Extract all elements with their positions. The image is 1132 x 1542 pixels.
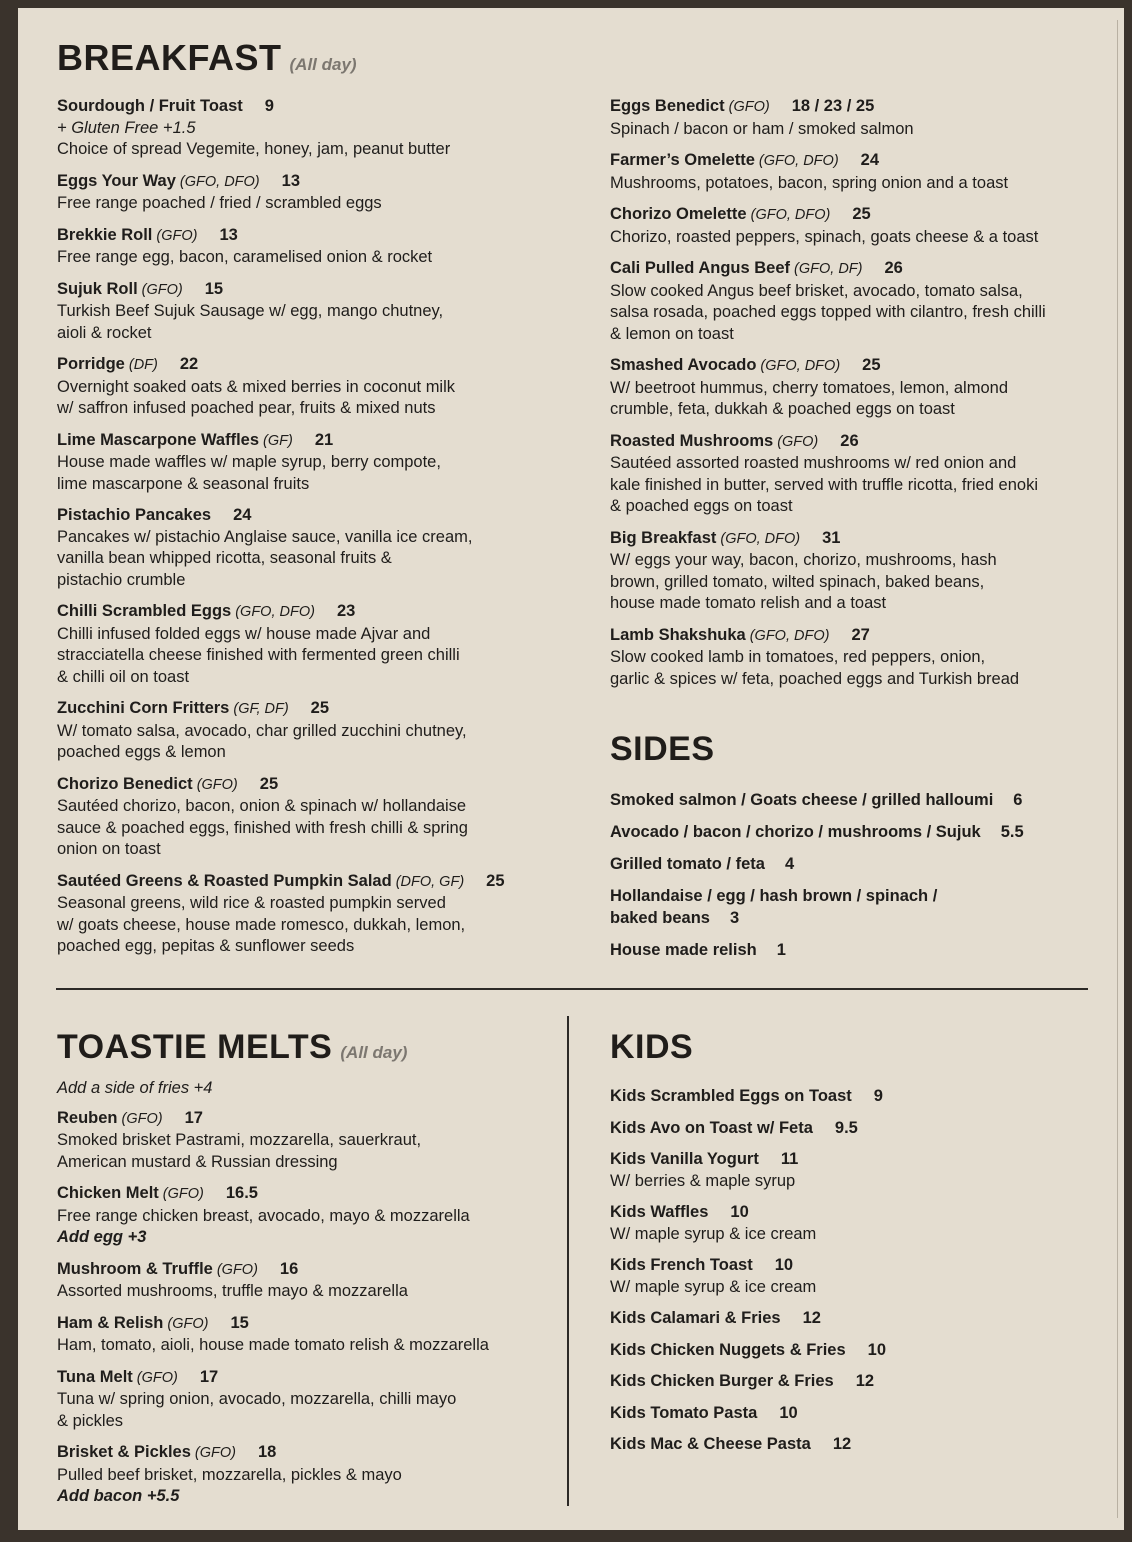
menu-item-name: Ham & Relish: [57, 1313, 164, 1332]
menu-item-description: Free range chicken breast, avocado, mayo & mozzarella: [57, 1206, 470, 1225]
menu-item: [610, 204, 1090, 248]
menu-item-header: [57, 698, 567, 721]
kids-title: KIDS: [610, 1028, 694, 1066]
kids-item-price: 11: [780, 1150, 799, 1168]
dietary-tag: (GFO): [141, 281, 183, 298]
menu-item-header: [57, 171, 567, 194]
menu-item-header: [610, 96, 1090, 119]
menu-item-description: Tuna w/ spring onion, avocado, mozzarella, chilli mayo & pickles: [57, 1390, 457, 1430]
menu-item-price: 17: [184, 1108, 203, 1127]
menu-item: [57, 171, 567, 215]
sides-title: SIDES: [610, 730, 715, 768]
menu-item-description: Turkish Beef Sujuk Sausage w/ egg, mango chutney, aioli & rocket: [57, 302, 444, 342]
menu-item-header: [610, 625, 1090, 648]
dietary-tag: (GFO, DFO): [720, 530, 801, 547]
breakfast-title: BREAKFAST: [57, 37, 282, 78]
kids-item-price: 10: [867, 1340, 886, 1359]
menu-item-header: [57, 1313, 557, 1336]
menu-item-name: Reuben: [57, 1108, 118, 1127]
menu-item-description: Slow cooked Angus beef brisket, avocado, tomato salsa, salsa rosada, poached eggs topped with cilantro, fresh chilli & lemon on toast: [610, 281, 1046, 343]
menu-item-price: 27: [851, 625, 870, 644]
kids-item-name: Kids Chicken Burger & Fries: [610, 1372, 834, 1390]
menu-item-name: Sourdough / Fruit Toast: [57, 97, 243, 115]
dietary-tag: (GFO, DFO): [760, 358, 841, 374]
dietary-tag: (GFO): [216, 1261, 258, 1278]
kids-item-name: Kids Waffles: [610, 1203, 709, 1221]
menu-item-name: Chilli Scrambled Eggs: [57, 602, 232, 620]
breakfast-note: (All day): [289, 55, 357, 74]
kids-item-header: [610, 1255, 1090, 1277]
menu-item-header: [610, 150, 1090, 173]
menu-item-name: Tuna Melt: [57, 1367, 133, 1386]
side-item: [610, 940, 1090, 962]
section-divider-vertical: [567, 1016, 569, 1506]
menu-item-description: Mushrooms, potatoes, bacon, spring onion and a toast: [610, 173, 1009, 192]
kids-item: [610, 1371, 1090, 1393]
kids-item-name: Kids Vanilla Yogurt: [610, 1150, 759, 1168]
menu-item-price: 15: [230, 1313, 249, 1332]
dietary-tag: (GFO): [136, 1369, 178, 1386]
menu-item-description: Free range egg, bacon, caramelised onion & rocket: [57, 248, 433, 266]
menu-item-description: Chorizo, roasted peppers, spinach, goats cheese & a toast: [610, 227, 1039, 246]
kids-item-name: Kids Scrambled Eggs on Toast: [610, 1087, 852, 1105]
page-edge-line: [1117, 20, 1118, 1518]
menu-item-description: Free range poached / fried / scrambled eggs: [57, 194, 382, 212]
menu-item: [57, 1183, 557, 1249]
menu-item: [610, 96, 1090, 140]
menu-item-header: [57, 1108, 557, 1131]
dietary-tag: (GFO): [121, 1110, 163, 1127]
kids-item-price: 10: [730, 1203, 749, 1221]
kids-item: [610, 1434, 1090, 1456]
breakfast-header: [57, 37, 357, 78]
menu-item-description: Overnight soaked oats & mixed berries in coconut milk w/ saffron infused poached pear, fruits & mixed nuts: [57, 377, 456, 417]
kids-item-price: 12: [855, 1372, 875, 1390]
menu-item-description: Ham, tomato, aioli, house made tomato relish & mozzarella: [57, 1336, 489, 1354]
menu-item-header: [610, 528, 1090, 551]
menu-item-description: Slow cooked lamb in tomatoes, red peppers, onion, garlic & spices w/ feta, poached eggs and Turkish bread: [610, 648, 1020, 688]
section-divider-horizontal: [56, 988, 1088, 990]
menu-item-name: Smashed Avocado: [610, 356, 757, 374]
side-item: [610, 854, 1090, 876]
menu-item-name: Eggs Benedict: [610, 97, 725, 115]
menu-item-addon: Add bacon +5.5: [57, 1487, 180, 1505]
kids-item-header: [610, 1118, 1090, 1140]
menu-item: [57, 354, 567, 420]
side-item-name: Smoked salmon / Goats cheese / grilled halloumi: [610, 791, 994, 809]
dietary-tag: (DFO, GF): [395, 873, 465, 890]
menu-item-price: 23: [336, 602, 356, 620]
menu-item: [57, 1313, 557, 1357]
menu-item-name: Chorizo Benedict: [57, 774, 193, 793]
menu-item: [57, 774, 567, 861]
kids-item: [610, 1403, 1090, 1425]
menu-item-header: [57, 1367, 557, 1390]
menu-item-name: Porridge: [57, 355, 125, 373]
menu-item-header: [57, 601, 567, 624]
menu-item-addon: Add egg +3: [57, 1228, 147, 1246]
menu-item-price: 25: [259, 774, 279, 793]
side-item: [610, 790, 1090, 812]
menu-item-price: 25: [862, 356, 881, 374]
kids-item-header: [610, 1308, 1090, 1330]
kids-section: [610, 1030, 1090, 1466]
menu-item-description: Assorted mushrooms, truffle mayo & mozzarella: [57, 1282, 408, 1300]
menu-item-name: Farmer’s Omelette: [610, 151, 755, 169]
side-item-price: 4: [784, 855, 795, 873]
menu-item: [57, 225, 567, 269]
menu-item-description: Spinach / bacon or ham / smoked salmon: [610, 119, 914, 138]
menu-item-header: [610, 258, 1090, 281]
menu-item-description: Chilli infused folded eggs w/ house made Ajvar and stracciatella cheese finished with fermented green chilli & chilli oil on toast: [57, 624, 460, 686]
menu-item-name: Zucchini Corn Fritters: [57, 699, 230, 717]
menu-item-description: House made waffles w/ maple syrup, berry compote, lime mascarpone & seasonal fruits: [57, 453, 441, 493]
kids-item-name: Kids Mac & Cheese Pasta: [610, 1435, 811, 1453]
menu-item-description: Smoked brisket Pastrami, mozzarella, sauerkraut, American mustard & Russian dressing: [57, 1131, 422, 1171]
menu-item-name: Pistachio Pancakes: [57, 506, 212, 524]
menu-item: [610, 258, 1090, 345]
menu-item-header: [57, 774, 567, 797]
menu-item-description: W/ beetroot hummus, cherry tomatoes, lemon, almond crumble, feta, dukkah & poached eggs on toast: [610, 378, 1008, 418]
menu-item-price: 17: [199, 1367, 219, 1386]
menu-item: [57, 1259, 557, 1303]
dietary-tag: (GF, DF): [233, 701, 289, 717]
breakfast-left-column: [57, 96, 567, 968]
kids-item-price: 10: [779, 1403, 798, 1422]
menu-item-description: Choice of spread Vegemite, honey, jam, peanut butter: [57, 140, 451, 158]
kids-item: [610, 1340, 1090, 1362]
dietary-tag: (GFO, DF): [794, 261, 863, 277]
menu-item-header: [610, 431, 1090, 454]
menu-item-name: Big Breakfast: [610, 528, 717, 547]
menu-item: [57, 96, 567, 161]
side-item-price: 5.5: [1000, 823, 1024, 841]
menu-item-price: 18: [258, 1443, 277, 1461]
kids-item: [610, 1255, 1090, 1298]
menu-item-option: + Gluten Free +1.5: [57, 118, 196, 137]
kids-item-header: [610, 1434, 1090, 1456]
menu-item-price: 18 / 23 / 25: [791, 97, 875, 115]
menu-item-name: Chorizo Omelette: [610, 205, 747, 223]
side-item: [610, 822, 1090, 844]
menu-item: [57, 430, 567, 496]
menu-item: [610, 355, 1090, 421]
kids-item-header: [610, 1086, 1090, 1108]
kids-item-name: Kids French Toast: [610, 1256, 753, 1274]
toastie-title: TOASTIE MELTS: [57, 1028, 333, 1066]
menu-item-description: Sautéed chorizo, bacon, onion & spinach w/ hollandaise sauce & poached eggs, finished with fresh chilli & spring onion on toast: [57, 797, 468, 858]
menu-item-header: [57, 96, 567, 118]
menu-item-price: 13: [219, 225, 238, 244]
menu-item-price: 25: [486, 871, 505, 890]
kids-item-header: [610, 1202, 1090, 1224]
side-item-name: House made relish: [610, 940, 757, 959]
kids-item-name: Kids Avo on Toast w/ Feta: [610, 1118, 813, 1137]
dietary-tag: (GFO): [728, 99, 770, 115]
kids-item: [610, 1149, 1090, 1192]
menu-item-header: [57, 1183, 557, 1206]
menu-item-header: [57, 505, 567, 527]
menu-item: [57, 601, 567, 688]
menu-item-header: [610, 355, 1090, 378]
menu-item-description: Seasonal greens, wild rice & roasted pumpkin served w/ goats cheese, house made romesco, dukkah, lemon, poached egg, pepitas & sunflower seeds: [57, 894, 466, 955]
kids-item-name: Kids Chicken Nuggets & Fries: [610, 1340, 846, 1359]
dietary-tag: (GFO): [196, 776, 238, 793]
kids-item-price: 10: [774, 1256, 794, 1274]
menu-item: [610, 150, 1090, 194]
kids-item: [610, 1308, 1090, 1330]
menu-item-header: [610, 204, 1090, 227]
menu-item: [610, 528, 1090, 615]
dietary-tag: (GFO): [194, 1445, 236, 1461]
side-item-name: Grilled tomato / feta: [610, 855, 765, 873]
dietary-tag: (GFO, DFO): [750, 207, 831, 223]
menu-item-price: 15: [204, 279, 224, 298]
menu-item: [57, 1442, 557, 1508]
kids-item: [610, 1086, 1090, 1108]
menu-item-name: Chicken Melt: [57, 1184, 159, 1202]
kids-item: [610, 1202, 1090, 1245]
menu-item-header: [57, 1442, 557, 1465]
menu-item-name: Brisket & Pickles: [57, 1443, 191, 1461]
kids-item-description: W/ maple syrup & ice cream: [610, 1277, 817, 1296]
menu-item-price: 26: [884, 259, 903, 277]
dietary-tag: (GF): [263, 432, 293, 449]
menu-item-price: 9: [264, 97, 274, 115]
dietary-tag: (GFO): [162, 1186, 204, 1202]
kids-item-name: Kids Calamari & Fries: [610, 1309, 781, 1327]
menu-item-price: 16: [279, 1259, 299, 1278]
side-item-price: 1: [776, 940, 786, 959]
kids-item-header: [610, 1371, 1090, 1393]
dietary-tag: (GFO, DFO): [179, 173, 260, 190]
menu-item-price: 22: [179, 355, 199, 373]
menu-item-header: [57, 354, 567, 377]
menu-item: [57, 1367, 557, 1433]
menu-item-description: W/ tomato salsa, avocado, char grilled zucchini chutney, poached eggs & lemon: [57, 721, 467, 761]
menu-item-description: W/ eggs your way, bacon, chorizo, mushrooms, hash brown, grilled tomato, wilted spinach, baked beans, house made tomato relish and a toast: [610, 551, 997, 612]
kids-item-price: 12: [802, 1309, 821, 1327]
menu-item: [57, 871, 567, 958]
kids-item-header: [610, 1340, 1090, 1362]
menu-item-description: Pulled beef brisket, mozzarella, pickles & mayo: [57, 1465, 402, 1484]
menu-item-price: 21: [314, 430, 334, 449]
menu-item-header: [57, 430, 567, 453]
menu-item-header: [57, 871, 567, 894]
menu-item-name: Lime Mascarpone Waffles: [57, 430, 260, 449]
menu-item-price: 24: [233, 506, 252, 524]
dietary-tag: (GFO, DFO): [758, 153, 839, 169]
menu-item-price: 24: [860, 151, 880, 169]
sides-section: [610, 732, 1090, 972]
toastie-intro: Add a side of fries +4: [57, 1079, 213, 1097]
kids-item-price: 9: [873, 1087, 883, 1105]
kids-item-name: Kids Tomato Pasta: [610, 1403, 758, 1422]
menu-item-price: 26: [840, 431, 859, 450]
breakfast-right-column: [610, 96, 1090, 700]
menu-item-price: 13: [281, 171, 300, 190]
menu-item-name: Eggs Your Way: [57, 171, 176, 190]
menu-item-price: 25: [852, 205, 871, 223]
menu-item-header: [57, 1259, 557, 1282]
menu-item: [57, 505, 567, 591]
menu-item-name: Mushroom & Truffle: [57, 1259, 213, 1278]
sides-list: [610, 790, 1090, 961]
menu-page: [18, 8, 1124, 1530]
menu-item: [57, 698, 567, 764]
kids-item-description: W/ berries & maple syrup: [610, 1171, 796, 1190]
menu-item-name: Roasted Mushrooms: [610, 431, 774, 450]
dietary-tag: (GFO): [167, 1315, 209, 1332]
menu-item-price: 16.5: [225, 1184, 258, 1202]
menu-item-description: Sautéed assorted roasted mushrooms w/ red onion and kale finished in butter, served with truffle ricotta, fried enoki & poached eggs on toast: [610, 454, 1039, 515]
dietary-tag: (GFO): [777, 433, 819, 450]
menu-item-header: [57, 225, 567, 248]
dietary-tag: (GFO, DFO): [749, 627, 830, 644]
menu-item-name: Sautéed Greens & Roasted Pumpkin Salad: [57, 871, 392, 890]
menu-item-price: 31: [822, 528, 841, 547]
side-item-price: 6: [1013, 791, 1023, 809]
menu-item-name: Lamb Shakshuka: [610, 625, 746, 644]
dietary-tag: (GFO, DFO): [235, 604, 315, 620]
side-item-name: Avocado / bacon / chorizo / mushrooms / Sujuk: [610, 823, 981, 841]
menu-item-price: 25: [310, 699, 330, 717]
kids-item: [610, 1118, 1090, 1140]
menu-item-name: Cali Pulled Angus Beef: [610, 259, 791, 277]
toastie-section: [57, 1030, 557, 1518]
side-item-name: Hollandaise / egg / hash brown / spinach / baked beans: [610, 887, 938, 927]
kids-list: [610, 1086, 1090, 1456]
kids-item-price: 9.5: [834, 1118, 858, 1137]
side-item: [610, 886, 1090, 929]
dietary-tag: (DF): [128, 357, 158, 373]
menu-item: [57, 1108, 557, 1174]
menu-item-description: Pancakes w/ pistachio Anglaise sauce, vanilla ice cream, vanilla bean whipped ricotta, seasonal fruits & pistachio crumble: [57, 527, 473, 589]
toastie-note: (All day): [340, 1043, 408, 1062]
kids-item-price: 12: [832, 1435, 852, 1453]
side-item-price: 3: [729, 908, 740, 927]
toastie-list: [57, 1108, 557, 1508]
menu-item-name: Sujuk Roll: [57, 279, 138, 298]
kids-item-description: W/ maple syrup & ice cream: [610, 1224, 817, 1243]
menu-item-name: Brekkie Roll: [57, 225, 153, 244]
menu-item: [57, 279, 567, 345]
dietary-tag: (GFO): [156, 227, 198, 244]
menu-item: [610, 625, 1090, 691]
kids-item-header: [610, 1403, 1090, 1425]
menu-item: [610, 431, 1090, 518]
menu-item-header: [57, 279, 567, 302]
kids-item-header: [610, 1149, 1090, 1171]
